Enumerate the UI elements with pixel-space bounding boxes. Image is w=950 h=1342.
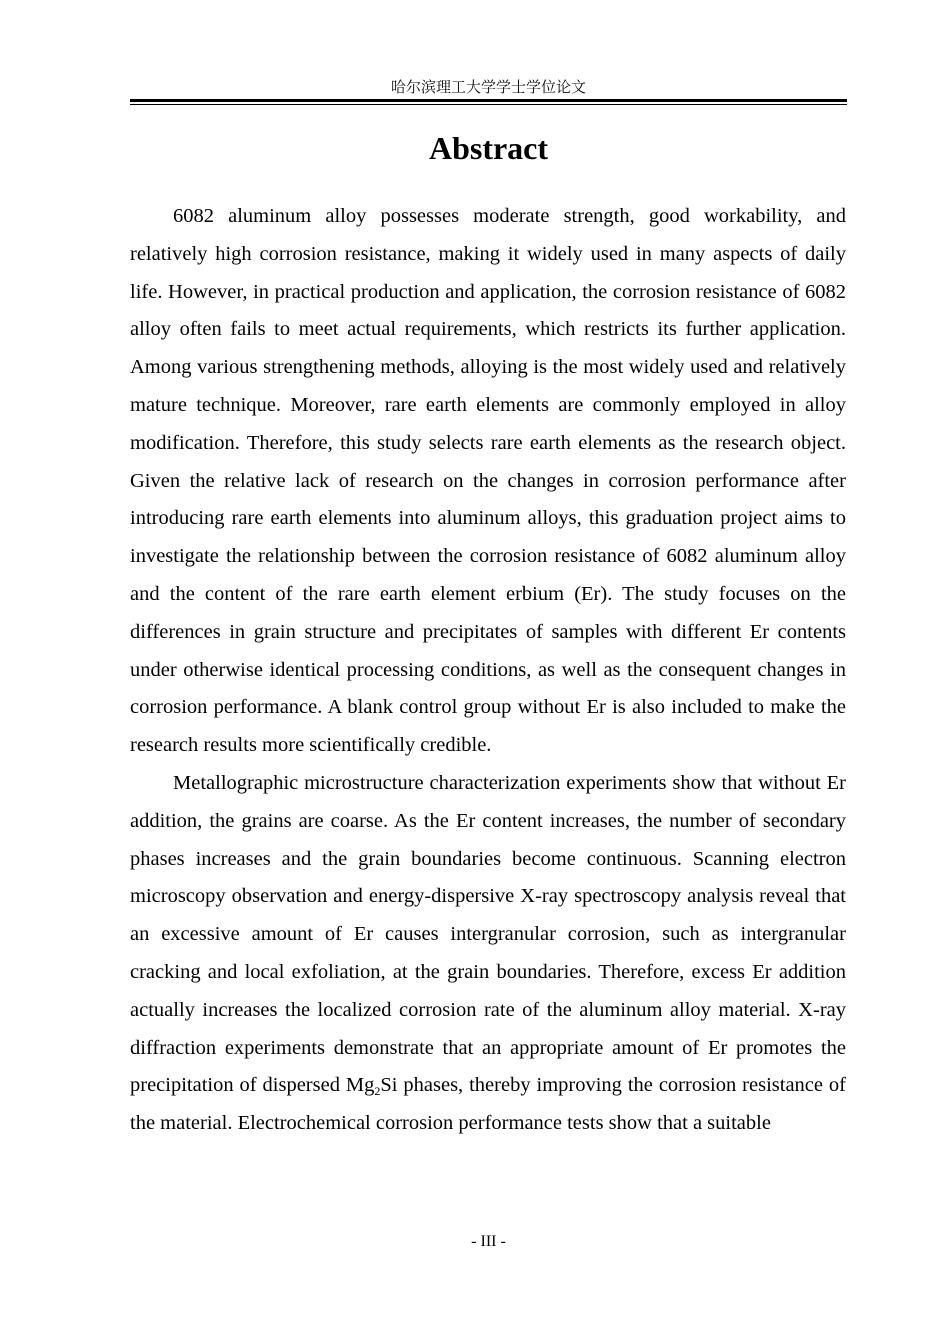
section-title: Abstract xyxy=(428,130,549,166)
paragraph-2-text-b: Si phases, thereby improving the corrosion resistance of the material. Electrochemical corrosion performance tests show that a suitable xyxy=(130,1074,846,1135)
running-header: 哈尔滨理工大学学士学位论文 xyxy=(390,78,586,96)
page-number: - III - xyxy=(471,1233,506,1250)
abstract-body xyxy=(130,198,846,1143)
header-rule-thin xyxy=(130,104,847,105)
subscript-2: 2 xyxy=(374,1084,381,1099)
paragraph-2 xyxy=(130,765,846,1143)
header-rule-thick xyxy=(130,99,847,102)
paragraph-2-text-a: Metallographic microstructure characterization experiments show that without Er addition, the grains are coarse. As the Er content increases, the number of secondary phases increases and the grain boundaries become continuous. Scanning electron microscopy observation and energy-dispersive X-ray spectroscopy analysis reveal that an excessive amount of Er causes intergranular corrosion, such as intergranular cracking and local exfoliation, at the grain boundaries. Therefore, excess Er addition actually increases the localized corrosion rate of the aluminum alloy material. X-ray diffraction experiments demonstrate that an appropriate amount of Er promotes the precipitation of dispersed Mg xyxy=(130,771,846,1097)
paragraph-1: 6082 aluminum alloy possesses moderate strength, good workability, and relatively high corrosion resistance, making it widely used in many aspects of daily life. However, in practical production and application, the corrosion resistance of 6082 alloy often fails to meet actual requirements, which restricts its further application. Among various strengthening methods, alloying is the most widely used and relatively mature technique. Moreover, rare earth elements are commonly employed in alloy modification. Therefore, this study selects rare earth elements as the research object. Given the relative lack of research on the changes in corrosion performance after introducing rare earth elements into aluminum alloys, this graduation project aims to investigate the relationship between the corrosion resistance of 6082 aluminum alloy and the content of the rare earth element erbium (Er). The study focuses on the differences in grain structure and precipitates of samples with different Er contents under otherwise identical processing conditions, as well as the consequent changes in corrosion performance. A blank control group without Er is also included to make the research results more scientifically credible. xyxy=(130,205,846,757)
